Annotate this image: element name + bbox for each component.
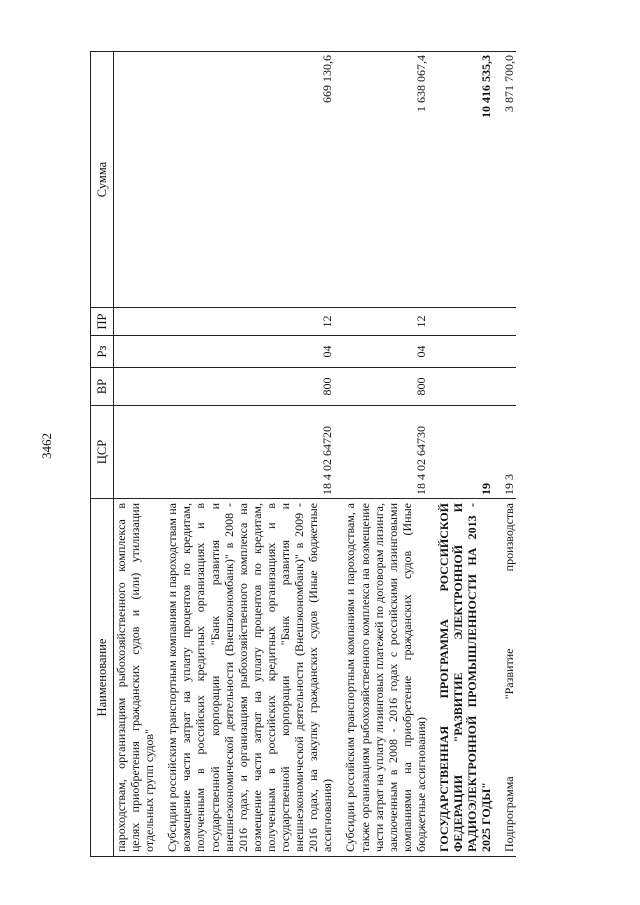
col-header-sum: Сумма xyxy=(91,52,114,308)
table-row xyxy=(437,52,493,857)
table-row xyxy=(502,52,516,857)
row-name: Субсидии российским транспортным компаниям и пароходствам, а также организациям рыбохозяйственного комплекса на возмещение части затрат на уплату лизинговых платежей по договорам лизинга, заключенным в 2008 - 2016 годах с российскими лизинговыми компаниями на приобретение гражданских судов (Иные бюджетные ассигнования) xyxy=(343,499,428,857)
row-sum: 3 871 700,0 xyxy=(502,52,516,308)
row-name: ГОСУДАРСТВЕННАЯ ПРОГРАММА РОССИЙСКОЙ ФЕДЕРАЦИИ "РАЗВИТИЕ ЭЛЕКТРОННОЙ И РАДИОЭЛЕКТРОННОЙ ПРОМЫШЛЕННОСТИ НА 2013 - 2025 ГОДЫ" xyxy=(437,499,493,857)
col-header-rz: Рз xyxy=(91,336,114,368)
col-header-csr: ЦСР xyxy=(91,406,114,499)
row-rz xyxy=(502,336,516,368)
row-rz xyxy=(437,336,493,368)
row-vr xyxy=(437,368,493,406)
row-vr: 800 xyxy=(165,368,334,406)
col-header-vr: ВР xyxy=(91,368,114,406)
rotated-page xyxy=(90,52,610,857)
row-csr: 19 xyxy=(437,406,493,499)
row-csr: 19 3 xyxy=(502,406,516,499)
row-sum xyxy=(114,52,157,308)
col-header-name: Наименование xyxy=(91,499,114,857)
row-rz: 04 xyxy=(343,336,428,368)
row-rz: 04 xyxy=(165,336,334,368)
table-row xyxy=(343,52,428,857)
row-vr xyxy=(502,368,516,406)
row-pr: 12 xyxy=(165,308,334,336)
row-vr xyxy=(114,368,157,406)
row-sum: 1 638 067,4 xyxy=(343,52,428,308)
row-pr: 12 xyxy=(343,308,428,336)
row-sum: 669 130,6 xyxy=(165,52,334,308)
header-row xyxy=(91,52,114,857)
page-number: 3462 xyxy=(39,433,54,459)
row-sum: 10 416 535,3 xyxy=(437,52,493,308)
row-name: Субсидии российским транспортным компаниям и пароходствам на возмещение части затрат на уплату процентов по кредитам, полученным в российских кредитных организациях и в государственной корпорации "Банк развития и внешнеэкономической деятельности (Внешэкономбанк)" в 2008 - 2016 годах, и организациям рыбохозяйственного комплекса на возмещение части затрат на уплату процентов по кредитам, полученным в российских кредитных организациях и в государственной корпорации "Банк развития и внешнеэкономической деятельности (Внешэкономбанк)" в 2009 - 2016 годах, на закупку гражданских судов (Иные бюджетные ассигнования) xyxy=(165,499,334,857)
row-csr xyxy=(114,406,157,499)
row-rz xyxy=(114,336,157,368)
row-vr: 800 xyxy=(343,368,428,406)
col-header-pr: ПР xyxy=(91,308,114,336)
row-name: Подпрограмма "Развитие производства xyxy=(502,499,516,857)
row-pr xyxy=(502,308,516,336)
row-csr: 18 4 02 64730 xyxy=(343,406,428,499)
row-pr xyxy=(114,308,157,336)
row-pr xyxy=(437,308,493,336)
row-csr: 18 4 02 64720 xyxy=(165,406,334,499)
table-row xyxy=(114,52,157,857)
budget-table xyxy=(90,51,516,857)
row-name: пароходствам, организациям рыбохозяйственного комплекса в целях приобретения гражданских судов и (или) утилизации отдельных групп судов" xyxy=(114,499,157,857)
table-row xyxy=(165,52,334,857)
